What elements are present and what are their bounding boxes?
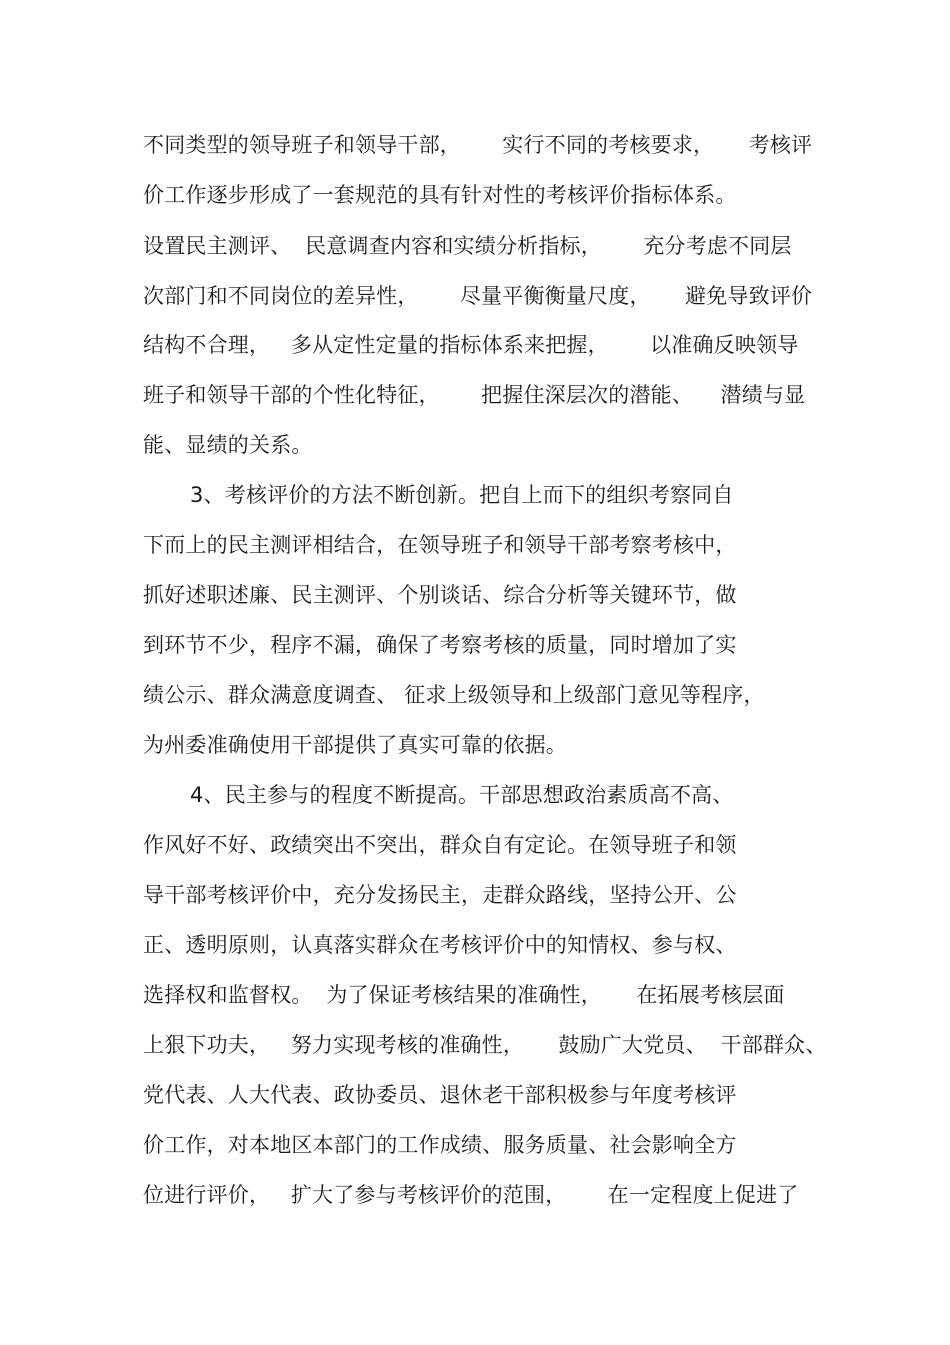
text-line-21: 价工作，对本地区本部门的工作成绩、服务质量、社会影响全方: [143, 1133, 737, 1157]
paragraph-4-first-line: 4、民主参与的程度不断提高。干部思想政治素质高不高、: [190, 783, 734, 807]
text-line-12: 绩公示、群众满意度调查、 征求上级领导和上级部门意见等程序，: [143, 683, 765, 707]
text-line-17: 正、透明原则，认真落实群众在考核评价中的知情权、参与权、: [143, 933, 737, 957]
text-line-20: 党代表、人大代表、政协委员、退休老干部积极参与年度考核评: [143, 1083, 737, 1107]
text-line-19: 上狠下功夫， 努力实现考核的准确性， 鼓励广大党员、 干部群众、: [143, 1033, 827, 1057]
text-line-9: 下而上的民主测评相结合，在领导班子和领导干部考察考核中，: [143, 533, 737, 557]
paragraph-3-first-line: 3、考核评价的方法不断创新。把自上而下的组织考察同自: [190, 483, 734, 507]
text-line-7: 能、显绩的关系。: [143, 433, 313, 457]
text-line-3: 设置民主测评、 民意调查内容和实绩分析指标， 充分考虑不同层: [143, 234, 792, 258]
text-line-5: 结构不合理， 多从定性定量的指标体系来把握， 以准确反映领导: [143, 333, 799, 357]
text-line-22: 位进行评价， 扩大了参与考核评价的范围， 在一定程度上促进了: [143, 1183, 799, 1207]
text-line-11: 到环节不少，程序不漏，确保了考察考核的质量，同时增加了实: [143, 633, 737, 657]
text-line-4: 次部门和不同岗位的差异性， 尽量平衡衡量尺度， 避免导致评价: [143, 284, 813, 308]
text-line-18: 选择权和监督权。 为了保证考核结果的准确性， 在拓展考核层面: [143, 983, 785, 1007]
text-line-10: 抓好述职述廉、民主测评、个别谈话、综合分析等关键环节，做: [143, 583, 737, 607]
text-line-15: 作风好不好、政绩突出不突出，群众自有定论。在领导班子和领: [143, 833, 737, 857]
text-line-1: 不同类型的领导班子和领导干部， 实行不同的考核要求， 考核评: [143, 133, 813, 157]
text-line-6: 班子和领导干部的个性化特征， 把握住深层次的潜能、 潜绩与显: [143, 383, 806, 407]
text-line-2: 价工作逐步形成了一套规范的具有针对性的考核评价指标体系。: [143, 183, 737, 207]
text-line-16: 导干部考核评价中，充分发扬民主，走群众路线，坚持公开、公: [143, 883, 737, 907]
text-line-13: 为州委准确使用干部提供了真实可靠的依据。: [143, 733, 567, 757]
